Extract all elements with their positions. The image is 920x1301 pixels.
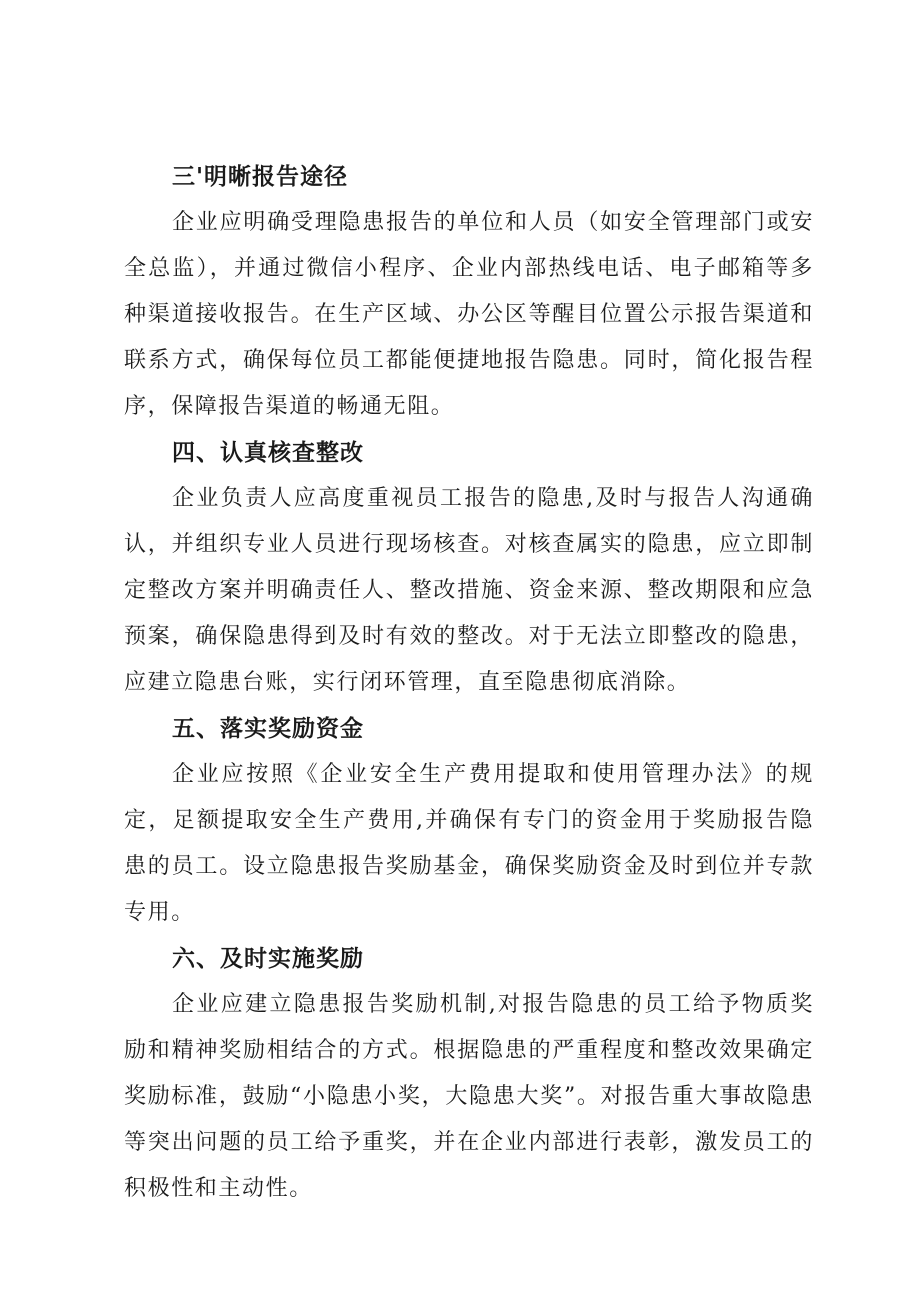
- section-paragraph-4: 企业负责人应高度重视员工报告的隐患,及时与报告人沟通确认，并组织专业人员进行现场核查。对核查属实的隐患，应立即制定整改方案并明确责任人、整改措施、资金来源、整改期限和应急预案，确保隐患得到及时有效的整改。对于无法立即整改的隐患，应建立隐患台账，实行闭环管理，直至隐患彻底消除。: [124, 486, 814, 695]
- section-heading-6: 六、及时实施奖励: [172, 946, 364, 972]
- section-paragraph-5: 企业应按照《企业安全生产费用提取和使用管理办法》的规定，足额提取安全生产费用,并确保有专门的资金用于奖励报告隐患的员工。设立隐患报告奖励基金，确保奖励资金及时到位并专款专用。: [124, 762, 814, 925]
- section-paragraph-6: 企业应建立隐患报告奖励机制,对报告隐患的员工给予物质奖励和精神奖励相结合的方式。根据隐患的严重程度和整改效果确定奖励标准，鼓励“小隐患小奖，大隐患大奖”。对报告重大事故隐患等突出问题的员工给予重奖，并在企业内部进行表彰，激发员工的积极性和主动性。: [124, 992, 814, 1201]
- section-heading-3: 三'明晰报告途径: [172, 164, 349, 190]
- section-heading-4: 四、认真核查整改: [172, 440, 364, 466]
- section-heading-5: 五、落实奖励资金: [172, 716, 364, 742]
- section-paragraph-3: 企业应明确受理隐患报告的单位和人员（如安全管理部门或安全总监），并通过微信小程序、企业内部热线电话、电子邮箱等多种渠道接收报告。在生产区域、办公区等醒目位置公示报告渠道和联系方式，确保每位员工都能便捷地报告隐患。同时，简化报告程序，保障报告渠道的畅通无阻。: [124, 210, 814, 419]
- document-body: [124, 154, 814, 1212]
